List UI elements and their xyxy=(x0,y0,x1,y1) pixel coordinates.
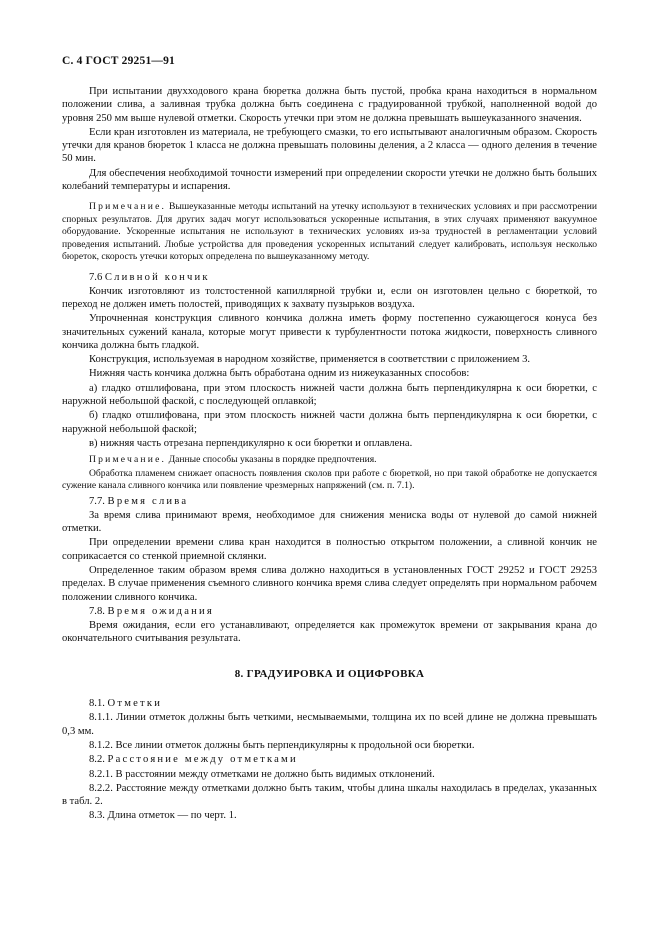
paragraph: При определении времени слива кран находится в полностью открытом положении, а сливной кончик не соприкасается со стенкой приемной склянки. xyxy=(62,537,597,562)
paragraph: При испытании двухходового крана бюретка должна быть пустой, пробка крана находиться в нормальном положении слива, а заливная трубка должна быть соединена с градуированной трубкой, наполненной водой до уровня 250 мм выше нулевой отметки. Скорость утечки при этом не должна превышать вышеуказанного значения. xyxy=(62,86,597,124)
subsection-heading xyxy=(62,753,597,766)
subsection-title: Время ожидания xyxy=(107,605,214,617)
document-body xyxy=(62,85,597,824)
paragraph: Время ожидания, если его устанавливают, определяется как промежуток времени от закрывания крана до окончательного считывания результата. xyxy=(62,620,597,645)
subsection-number: 8.1. xyxy=(89,698,108,710)
note xyxy=(62,201,597,263)
subsection-title: Время слива xyxy=(107,496,189,508)
paragraph: 8.1.1. Линии отметок должны быть четкими, несмываемыми, толщина их по всей длине не должна превышать 0,3 мм. xyxy=(62,712,597,737)
subsection-title: Сливной кончик xyxy=(104,272,210,284)
note-label: Примечание. xyxy=(89,201,167,213)
paragraph: Нижняя часть кончика должна быть обработана одним из нижеуказанных способов: xyxy=(89,368,470,380)
paragraph: 8.3. Длина отметок — по черт. 1. xyxy=(89,810,237,822)
paragraph: Упрочненная конструкция сливного кончика должна иметь форму постепенно сужающегося конуса без значительных сужений канала, которые могут привести к турбулентности потока жидкости, поверхность сливного кончика должна быть гладкой. xyxy=(62,313,597,351)
subsection-heading xyxy=(62,271,597,284)
paragraph: 8.1.2. Все линии отметок должны быть перпендикулярны к продольной оси бюретки. xyxy=(89,739,475,751)
subsection-title: Расстояние между отметками xyxy=(107,754,298,766)
note-continuation: Обработка пламенем снижает опасность появления сколов при работе с бюреткой, но при такой обработке не допускается сужение канала сливного кончика или появление чрезмерных напряжений (см. п. 7.1). xyxy=(62,467,597,492)
page-header: С. 4 ГОСТ 29251—91 xyxy=(62,55,175,67)
list-item: в) нижняя часть отрезана перпендикулярно к оси бюретки и оплавлена. xyxy=(89,437,413,449)
paragraph: 8.2.1. В расстоянии между отметками не должно быть видимых отклонений. xyxy=(89,768,435,780)
subsection-number: 7.6 xyxy=(89,272,105,284)
paragraph: 8.2.2. Расстояние между отметками должно быть таким, чтобы длина шкалы находилась в пределах, указанных в табл. 2. xyxy=(62,782,597,808)
note-text: Вышеуказанные методы испытаний на утечку используют в технических условиях и при рассмотрении спорных результатов. Для других задач могут использоваться ускоренные испытания, в этих случаях применяют вакуумное оборудование. Ускоренные испытания не используют в технических условиях из-за трудностей в регламентации условий проведения испытаний. Любые устройства для проведения ускоренных испытаний следует калибровать, используя несколько бюреток, скорость утечки которых определена по вышеуказанному методу. xyxy=(62,201,597,262)
subsection-number: 7.7. xyxy=(89,496,108,508)
note-label: Примечание. xyxy=(89,454,167,466)
list-item: б) гладко отшлифована, при этом плоскость нижней части должна быть перпендикулярна к оси бюретки, с наружной небольшой фаской; xyxy=(62,410,597,435)
note-text: Данные способы указаны в порядке предпочтения. xyxy=(166,454,377,466)
subsection-heading xyxy=(62,495,597,508)
list-item: а) гладко отшлифована, при этом плоскость нижней части должна быть перпендикулярна к оси бюретки, с наружной небольшой фаской, с последующей оплавкой; xyxy=(62,382,597,408)
subsection-heading xyxy=(62,697,597,710)
paragraph: Определенное таким образом время слива должно находиться в установленных ГОСТ 29252 и ГОСТ 29253 пределах. В случае применения съемного сливного кончика время слива следует определять при нормальном рабочем положении сливного кончика. xyxy=(62,564,597,603)
note xyxy=(62,454,597,466)
subsection-title: Отметки xyxy=(107,698,163,710)
paragraph: Если кран изготовлен из материала, не требующего смазки, то его испытывают аналогичным образом. Скорость утечки для кранов бюреток 1 класса не должна превышать половины деления, а 2 класса — одного деления в течение 50 мин. xyxy=(62,126,597,165)
subsection-heading xyxy=(62,605,597,618)
section-title: 8. ГРАДУИРОВКА И ОЦИФРОВКА xyxy=(234,667,425,680)
subsection-number: 8.2. xyxy=(89,754,108,766)
paragraph: Конструкция, используемая в народном хозяйстве, применяется в соответствии с приложением 3. xyxy=(89,354,531,366)
paragraph: Кончик изготовляют из толстостенной капиллярной трубки и, если он изготовлен цельно с бюреткой, то переход не должен иметь полостей, приводящих к захвату пузырьков воздуха. xyxy=(62,285,597,310)
subsection-number: 7.8. xyxy=(89,605,108,617)
paragraph: За время слива принимают время, необходимое для снижения мениска воды от нулевой до самой нижней отметки. xyxy=(62,509,597,535)
paragraph: Для обеспечения необходимой точности измерений при определении скорости утечки не должно быть больших колебаний температуры и испарения. xyxy=(62,167,597,193)
